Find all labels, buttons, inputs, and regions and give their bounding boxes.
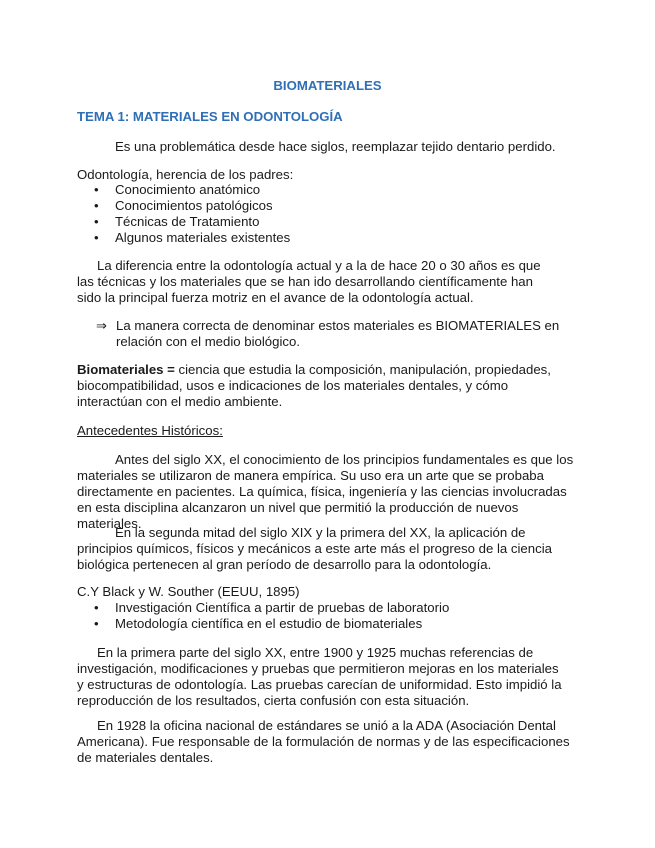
black-souther-label: C.Y Black y W. Souther (EEUU, 1895) — [77, 584, 300, 599]
black-souther-list — [77, 600, 449, 632]
history-paragraph-3: En la primera parte del siglo XX, entre 1900 y 1925 muchas referencias de investigación, modificaciones y pruebas que permitieron mejoras en los materiales y estructuras de odontología. Las pruebas carecían de uniformidad. Esto impidió la reproducción de los resultados, cierta confusión con esta situación. — [77, 645, 562, 708]
heritage-label: Odontología, herencia de los padres: — [77, 167, 294, 182]
section-heading: TEMA 1: MATERIALES EN ODONTOLOGÍA — [77, 109, 343, 124]
intro-paragraph: Es una problemática desde hace siglos, reemplazar tejido dentario perdido. — [115, 139, 556, 154]
definition-paragraph — [77, 362, 567, 410]
document-title: BIOMATERIALES — [273, 78, 382, 93]
list-item: • Metodología científica en el estudio de biomateriales — [94, 616, 423, 631]
definition-text: ciencia que estudia la composición, manipulación, propiedades, biocompatibilidad, usos e indicaciones de los materiales dentales, y cómo interactúan con el medio ambiente. — [77, 362, 551, 409]
arrow-right-icon: ⇒ — [96, 318, 108, 333]
bullet-icon: • — [94, 214, 99, 229]
arrow-note — [96, 318, 566, 350]
history-heading: Antecedentes Históricos: — [77, 423, 223, 438]
history-paragraph-1: Antes del siglo XX, el conocimiento de los principios fundamentales es que los materiales se utilizaron de manera empírica. Su uso era un arte que se probaba directamente en pacientes. La química, física, ingeniería y las ciencias involucradas en esta disciplina alcanzaron un nivel que permitió la producción de nuevos materiales. — [77, 452, 574, 531]
list-item: • Técnicas de Tratamiento — [94, 214, 260, 229]
bullet-icon: • — [94, 600, 99, 615]
history-paragraph-4: En 1928 la oficina nacional de estándares se unió a la ADA (Asociación Dental Americana). Fue responsable de la formulación de normas y de las especificaciones de materiales dentales. — [77, 718, 570, 765]
difference-paragraph: La diferencia entre la odontología actual y a la de hace 20 o 30 años es que las técnicas y los materiales que se han ido desarrollando científicamente han sido la principal fuerza motriz en el avance de la odontología actual. — [77, 258, 541, 305]
bullet-icon: • — [94, 198, 99, 213]
definition-term: Biomateriales = — [77, 362, 175, 377]
bullet-icon: • — [94, 616, 99, 631]
list-item: • Conocimientos patológicos — [94, 198, 273, 213]
list-item: • Conocimiento anatómico — [94, 182, 261, 197]
list-item: • Algunos materiales existentes — [94, 230, 291, 245]
arrow-note-text: La manera correcta de denominar estos materiales es BIOMATERIALES en relación con el medio biológico. — [116, 318, 560, 349]
history-paragraph-2: En la segunda mitad del siglo XIX y la primera del XX, la aplicación de principios químicos, físicos y mecánicos a este arte más el progreso de la ciencia biológica pertenecen al gran período de desarrollo para la odontología. — [77, 525, 552, 572]
heritage-list — [77, 182, 290, 246]
list-item: • Investigación Científica a partir de pruebas de laboratorio — [94, 600, 450, 615]
bullet-icon: • — [94, 230, 99, 245]
bullet-icon: • — [94, 182, 99, 197]
